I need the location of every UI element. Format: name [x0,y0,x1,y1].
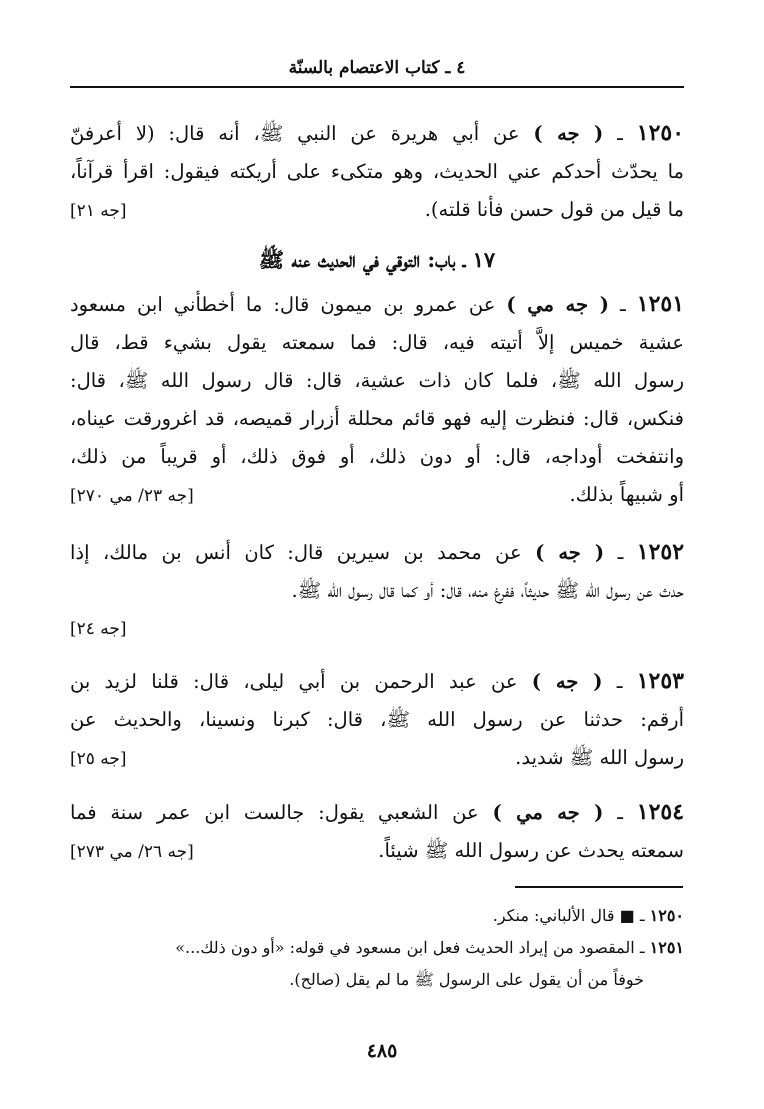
source-symbol: ( جه ) [531,670,603,693]
source-symbol: ( جه ) [533,122,604,145]
hadith-number: ١٢٥٣ [636,668,684,694]
hadith-1254-line-2: سمعته يحدث عن رسول الله ﷺ شيئاً. [جه ٢٦/ مي ٢٧٣] [70,832,684,871]
hadith-1253-line-1: ١٢٥٣ ـ ( جه ) عن عبد الرحمن بن أبي ليلى، قال: قلنا لزيد بن [70,668,684,694]
chapter-heading: ١٧ ـ باب: التوقي في الحديث عنه ﷺ [258,247,496,272]
hadith-1254-line-1: ١٢٥٤ ـ ( جه مي ) عن الشعبي يقول: جالست ابن عمر سنة فما [70,799,684,825]
hadith-number: ١٢٥٠ [636,120,684,146]
hadith-1251-line-4: فنكس، قال: فنظرت إليه فهو قائم محللة أزرار قميصه، قد اغرورقت عيناه، [70,407,684,430]
hadith-1254 [70,793,684,871]
footnote-1251-continued: خوفاً من أن يقول على الرسول ﷺ ما لم يقل (صالح). [289,970,644,989]
hadith-1251 [70,285,684,515]
hadith-reference: [جه ٢٥] [70,749,127,769]
hadith-1251-line-2: عشية خميس إلاَّ أتيته فيه، قال: فما سمعته يقول بشيء قط، قال [70,331,684,354]
hadith-1253 [70,662,684,778]
hadith-1252-line-1: ١٢٥٢ ـ ( جه ) عن محمد بن سيرين قال: كان أنس بن مالك، إذا [70,539,684,565]
hadith-1252 [70,533,684,648]
hadith-1250-line-3: ما قيل من قول حسن فأنا قلته). [جه ٢١] [70,191,684,230]
hadith-1250-line-1: ١٢٥٠ ـ ( جه ) عن أبي هريرة عن النبي ﷺ، أنه قال: (لا أعرفنّ [70,120,684,146]
hadith-number: ١٢٥٤ [636,799,684,825]
source-symbol: ( جه مي ) [506,293,609,316]
page-number: ٤٨٥ [366,1040,398,1062]
hadith-number: ١٢٥١ [636,291,684,317]
hadith-1251-line-5: وانتفخت أوداجه، قال: أو دون ذلك، أو فوق ذلك، أو قريباً من ذلك، [70,445,684,468]
footnote-rule [515,886,683,888]
hadith-1251-line-6: أو شبيهاً بذلك. [جه ٢٣/ مي ٢٧٠] [70,476,684,515]
hadith-number: ١٢٥٢ [636,539,684,565]
hadith-1253-line-2: أرقم: حدثنا عن رسول الله ﷺ، قال: كبرنا ونسينا، والحديث عن [70,708,684,731]
hadith-reference: [جه ٢٤] [70,619,127,639]
hadith-1251-line-3: رسول الله ﷺ، فلما كان ذات عشية، قال: قال رسول الله ﷺ، قال: [70,369,684,392]
running-header: ٤ ـ كتاب الاعتصام بالسنّة [288,58,466,78]
header-rule [70,86,684,88]
footnotes [70,900,684,996]
hadith-reference: [جه ٢١] [70,201,127,221]
hadith-1253-line-3: رسول الله ﷺ شديد. [جه ٢٥] [70,739,684,778]
source-symbol: ( جه ) [535,541,605,564]
hadith-1250 [70,114,684,230]
hadith-1251-line-1: ١٢٥١ ـ ( جه مي ) عن عمرو بن ميمون قال: ما أخطأني ابن مسعود [70,291,684,317]
hadith-reference: [جه ٢٦/ مي ٢٧٣] [70,842,194,862]
hadith-1250-line-2: ما يحدّث أحدكم عني الحديث، وهو متكىء على أريكته فيقول: اقرأ قرآناً، [70,160,684,183]
footnote-1251: ١٢٥١ ـ المقصود من إيراد الحديث فعل ابن مسعود في قوله: «أو دون ذلك...» [175,938,684,957]
hadith-reference: [جه ٢٣/ مي ٢٧٠] [70,486,194,506]
footnote-1250: ١٢٥٠ ـ ■ قال الألباني: منكر. [492,906,684,925]
source-symbol: ( جه مي ) [492,801,604,824]
hadith-1252-line-2: حدث عن رسول الله ﷺ حديثاً، ففرغ منه، قال: أو كما قال رسول الله ﷺ. [291,579,684,602]
